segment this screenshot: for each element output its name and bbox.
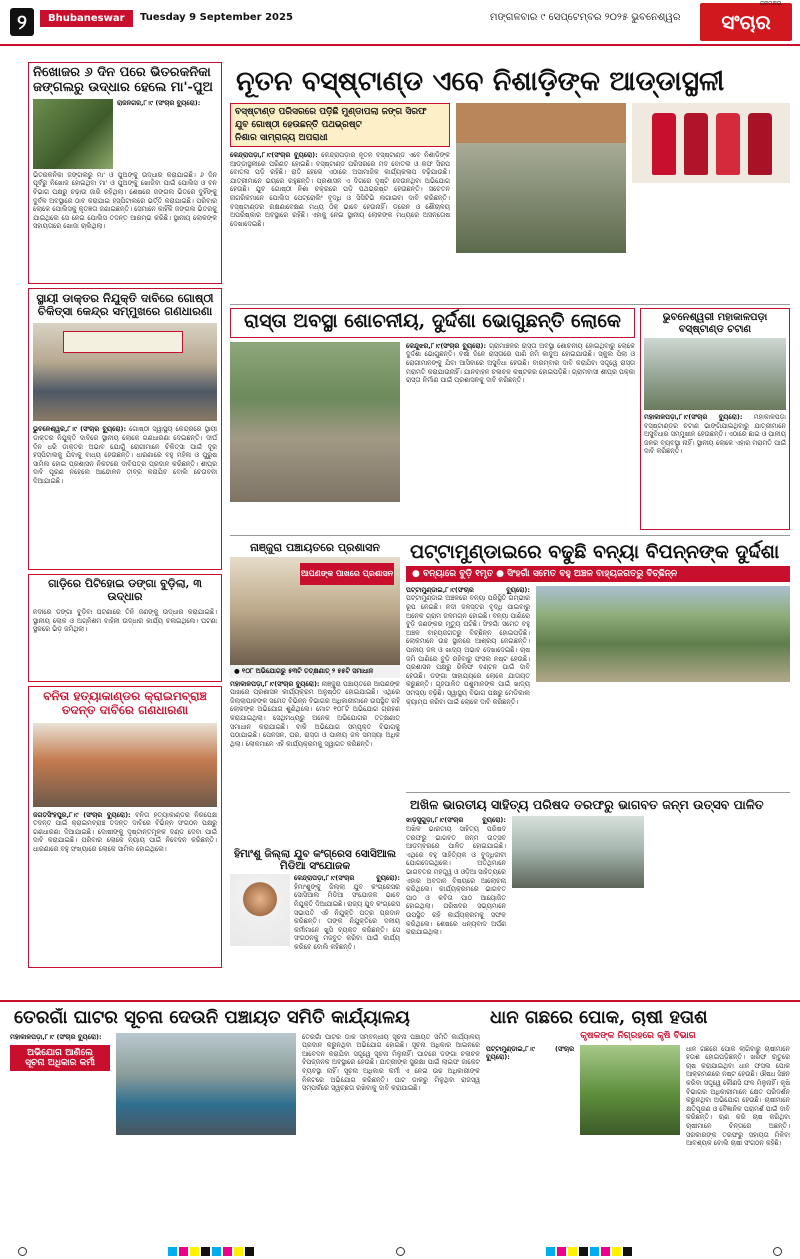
ferry-ghat-story	[10, 1008, 480, 1240]
dateline: ଭୁବନେଶ୍ୱର,୮।୯ (ସଂଚାର ବ୍ୟୁରୋ):	[33, 425, 127, 434]
dateline: ମହାକାଳପଡ଼ା,୮।୯ (ସଂଚାର ବ୍ୟୁରୋ):	[10, 1032, 102, 1041]
flood-story	[406, 540, 790, 790]
culture-body: ଅଖିଳ ଭାରତୀୟ ସାହିତ୍ୟ ପରିଷଦ ତରଫରୁ ଭାଗବତ ଜନ୍ମ ଉତ୍ସବ ଆଡ଼ମ୍ବରରେ ପାଳିତ ହୋଇଯାଇଛି। ଏଥିରେ ବହୁ ସାହିତ୍ୟିକ ଓ ବୁଦ୍ଧିଜୀବୀ ଯୋଗଦେଇଥିଲେ। ଅତିଥିମାନେ ଭାଗବତର ମହତ୍ତ୍ୱ ଓ ଓଡ଼ିଆ ସାହିତ୍ୟରେ ଏହାର ଅବଦାନ ବିଷୟରେ ଆଲୋଚନା କରିଥିଲେ। କାର୍ଯ୍ୟକ୍ରମରେ ଭାଗବତ ପାଠ ଓ କବିତା ପାଠ ଆୟୋଜିତ ହୋଇଥିଲା। ପରିଷଦର ସଭ୍ୟମାନେ ଉପସ୍ଥିତ ରହି କାର୍ଯ୍ୟକ୍ରମକୁ ସଫଳ କରିଥିଲେ। ଶେଷରେ ଧନ୍ୟବାଦ ଅର୍ପଣ କରାଯାଇଥିଲା।	[406, 824, 506, 937]
page-number: ୨	[10, 8, 34, 36]
murder-protest-photo	[33, 723, 217, 807]
logo-tagline: ଜନମନର	[760, 0, 782, 7]
culture-event-photo	[512, 816, 644, 888]
dateline: କେନ୍ଦ୍ରାପଡ଼ା,୮।୯(ସଂଚାର ବ୍ୟୁରୋ):	[230, 151, 318, 160]
rti-tag: ଅଭିଯୋଗ ଆଣିଲେ ସୂଚନା ଅଧିକାର କର୍ମୀ	[10, 1045, 110, 1071]
bus-stand-drain-photo	[456, 103, 626, 253]
highlight-1: ବସ୍‌ଷ୍ଟାଣ୍ଡ ପରିସରରେ ପଡ଼ିଛି ମୁଣ୍ଡାପଲା ଜଙ୍ଗ ସିରଫ	[235, 107, 427, 118]
youth-body: ହିମାଂଶୁଙ୍କୁ ଜିଲ୍ଲା ଯୁବ କଂଗ୍ରେସର ସୋସିଆଲ ମିଡିଆ ସଂଯୋଜକ ଭାବେ ନିଯୁକ୍ତି ଦିଆଯାଇଛି। ରାଜ୍ୟ ଯୁବ କଂଗ୍ରେସ ସଭାପତି ଏହି ନିଯୁକ୍ତି ପତ୍ର ପ୍ରଦାନ କରିଛନ୍ତି। ତାଙ୍କ ନିଯୁକ୍ତିରେ ଦଳୀୟ କର୍ମୀମାନେ ଖୁସି ବ୍ୟକ୍ତ କରିଛନ୍ତି। ସେ ସଂଗଠନକୁ ମଜବୁତ କରିବା ପାଇଁ କାର୍ଯ୍ୟ କରିବେ ବୋଲି କହିଛନ୍ତି।	[294, 882, 400, 951]
cmyk-bar	[546, 1247, 632, 1256]
flooded-road-photo	[230, 342, 400, 502]
flood-headline: ପଟ୍ଟାମୁଣ୍ଡାଇରେ ବଢୁଛି ବନ୍ୟା ବିପନ୍ନଙ୍କ ଦୁର୍ଦ୍ଦଶା	[410, 541, 780, 563]
road-body: ଗ୍ରାମାଞ୍ଚଳର ରାସ୍ତା ଅବସ୍ଥା ଶୋଚନୀୟ ହୋଇଥିବାରୁ ଲୋକେ ଦୁର୍ଦ୍ଦଶା ଭୋଗୁଛନ୍ତି। ବର୍ଷା ଦିନେ ରାସ୍ତାରେ ପାଣି ଜମି କାଦୁଅ ହୋଇଯାଉଛି। ସ୍କୁଲ ପିଲା ଓ ରୋଗୀମାନଙ୍କୁ ଯିବା ଆସିବାରେ ଅସୁବିଧା ହେଉଛି। ବାରମ୍ବାର ଦାବି କରାଯିବା ସତ୍ତ୍ୱେ ରାସ୍ତା ମରାମତି କରାଯାଉନାହିଁ। ଯାନବାହନ ଚଳାଚଳ କଷ୍ଟକର ହୋଇପଡ଼ିଛି। ଗ୍ରାମବାସୀ ଶୀଘ୍ର ପକ୍କା ରାସ୍ତା ନିର୍ମାଣ ପାଇଁ ପ୍ରଶାସନକୁ ଦାବି କରିଛନ୍ତି।	[406, 341, 635, 385]
registration-mark-icon	[396, 1247, 405, 1256]
story-headline: ଗାଡ଼ିରେ ପିଟିହୋଇ ଡଙ୍ଗା ବୁଡ଼ିଲା, ୩ ଉଦ୍ଧାର	[48, 577, 202, 603]
story-headline: ସ୍ଥାୟୀ ଡାକ୍ତର ନିଯୁକ୍ତି ଦାବିରେ ଗୋଷ୍ଠୀ ଚିକିତ୍ସା କେନ୍ଦ୍ର ସମ୍ମୁଖରେ ଗଣଧାରଣା	[36, 291, 214, 319]
masthead	[0, 0, 800, 46]
section-divider	[0, 1000, 800, 1002]
paddy-pest-story	[486, 1008, 790, 1240]
lead-headline: ନୂତନ ବସ୍‌ଷ୍ଟାଣ୍ଡ ଏବେ ନିଶାଡ଼ିଙ୍କ ଆଡ୍ଡାସ୍ଥଳୀ	[236, 66, 725, 97]
admin-story	[230, 540, 400, 840]
story-body: ନଦୀରେ ଡଙ୍ଗା ବୁଡ଼ିବା ଘଟଣାରେ ତିନି ଜଣଙ୍କୁ ଉଦ୍ଧାର କରାଯାଇଛି। ସ୍ଥାନୀୟ ଲୋକ ଓ ଅଗ୍ନିଶମ ବାହିନୀ ଉଦ୍ଧାର କାର୍ଯ୍ୟ ଚଳାଇଥିଲେ। ଘଟଣା ସ୍ଥଳରେ ଭିଡ଼ ଜମିଥିଲା।	[33, 608, 217, 634]
story-body: ଗୋଷ୍ଠୀ ସ୍ୱାସ୍ଥ୍ୟ କେନ୍ଦ୍ରରେ ସ୍ଥାୟୀ ଡାକ୍ତର ନିଯୁକ୍ତି ଦାବିରେ ସ୍ଥାନୀୟ ଲୋକେ ଗଣଧାରଣା ଦେଇଛନ୍ତି। ଦୀର୍ଘ ଦିନ ଧରି ଡାକ୍ତର ଅଭାବ ଯୋଗୁଁ ରୋଗୀମାନେ ଚିକିତ୍ସା ପାଇଁ ଦୂର ହସ୍ପିଟାଲକୁ ଯିବାକୁ ବାଧ୍ୟ ହେଉଛନ୍ତି। ଧାରଣାରେ ବହୁ ମହିଳା ଓ ପୁରୁଷ ସାମିଲ ହୋଇ ପ୍ରଶାସନ ନିକଟରେ ଦାବିପତ୍ର ପ୍ରଦାନ କରିଛନ୍ତି। ଶୀଘ୍ର ଦାବି ପୂରଣ ନହେଲେ ଆନ୍ଦୋଳନ ତୀବ୍ର କରାଯିବ ବୋଲି ଚେତାବନୀ ଦିଆଯାଇଛି।	[33, 425, 217, 485]
admin-camp-photo	[230, 557, 400, 665]
story-mother-son-rescue	[28, 62, 222, 284]
newspaper-logo: ସଂଚାର	[700, 3, 792, 41]
dateline: ମହାକାଳପଡ଼ା,୮।୯(ସଂଚାର ବ୍ୟୁରୋ):	[644, 413, 743, 421]
culture-headline: ଅଖିଳ ଭାରତୀୟ ସାହିତ୍ୟ ପରିଷଦ ତରଫରୁ ଭାଗବତ ଜନ୍ମ ଉତ୍ସବ ପାଳିତ	[410, 797, 764, 812]
dateline: ଝାଡ଼ସୁଗୁଡ଼ା,୮।୯(ସଂଚାର ବ୍ୟୁରୋ):	[406, 816, 506, 825]
paddy-headline: ଧାନ ଗଛରେ ପୋକ, ଚାଷୀ ହତାଶ	[490, 1008, 708, 1028]
dateline: ଜଗତସିଂହପୁର,୮।୯ (ସଂଚାର ବ୍ୟୁରୋ):	[33, 810, 131, 819]
road-headline: ରାସ୍ତା ଅବସ୍ଥା ଶୋଚନୀୟ, ଦୁର୍ଦ୍ଦଶା ଭୋଗୁଛନ୍ତି ଲୋକେ	[230, 308, 635, 338]
protest-photo	[33, 323, 217, 421]
dateline: ପଟ୍ଟାମୁଣ୍ଡାଇ,୮।୯ (ସଂଚାର ବ୍ୟୁରୋ):	[486, 1044, 574, 1062]
flood-body: ପଟ୍ଟାମୁଣ୍ଡାଇ ଅଞ୍ଚଳରେ ବନ୍ୟା ପରିସ୍ଥିତି ଗମ୍ଭୀର ରୂପ ନେଇଛି। ନଦୀ ଜଳସ୍ତର ବୃଦ୍ଧି ପାଇବାରୁ ଅନେକ ଗ୍ରାମ ଜଳମଗ୍ନ ହୋଇଛି। ବନ୍ୟା ପାଣିରେ ବୁଡ଼ି ଜଣଙ୍କର ମୃତ୍ୟୁ ଘଟିଛି। ସିଂହଗାଁ ସମେତ ବହୁ ଅଞ୍ଚଳ ବାହ୍ୟଜଗତରୁ ବିଚ୍ଛିନ୍ନ ହୋଇପଡ଼ିଛି। ଲୋକମାନେ ଉଚ୍ଚ ସ୍ଥାନରେ ଆଶ୍ରୟ ନେଇଛନ୍ତି। ପାନୀୟ ଜଳ ଓ ଖାଦ୍ୟ ଅଭାବ ଦେଖାଦେଇଛି। ଚାଷ ଜମି ପାଣିରେ ବୁଡ଼ି ରହିବାରୁ ଫସଲ ନଷ୍ଟ ହେଉଛି। ପ୍ରଶାସନ ପକ୍ଷରୁ ରିଲିଫ ବଣ୍ଟନ ପାଇଁ ଦାବି ହେଉଛି। ଡଙ୍ଗା ସାହାଯ୍ୟରେ ଲୋକେ ଯାତାୟତ କରୁଛନ୍ତି। ଗୃହପାଳିତ ପଶୁମାନଙ୍କ ପାଇଁ ଖାଦ୍ୟ ସମସ୍ୟା ବଢ଼ିଛି। ସ୍ୱାସ୍ଥ୍ୟ ବିଭାଗ ପକ୍ଷରୁ ମେଡିକାଲ କ୍ୟାମ୍ପ କରିବା ପାଇଁ ଲୋକେ ଦାବି କରିଛନ୍ତି।	[406, 594, 530, 706]
highlight-2: ଯୁବ ଗୋଷ୍ଠୀ ହେଉଛନ୍ତି ପଥଭ୍ରଷ୍ଟ	[235, 120, 362, 131]
dateline: କେନ୍ଦ୍ରାପଡ଼ା,୮।୯(ସଂଚାର ବ୍ୟୁରୋ):	[294, 874, 400, 883]
ferry-body: ତେରଗାଁ ଘାଟର ଡାକ ସମ୍ବନ୍ଧୀୟ ସୂଚନା ପଞ୍ଚାୟତ ସମିତି କାର୍ଯ୍ୟାଳୟ ପ୍ରଦାନ କରୁନଥିବା ଅଭିଯୋଗ ହୋଇଛି। ସୂଚନା ଅଧିକାର ଆଇନରେ ଆବେଦନ କରାଯିବା ସତ୍ତ୍ୱେ ସୂଚନା ମିଳୁନାହିଁ। ଘାଟରେ ଡଙ୍ଗା ଚଳାଚଳ ବିପଜ୍ଜନକ ଅବସ୍ଥାରେ ହେଉଛି। ଯାତ୍ରୀଙ୍କ ସୁରକ୍ଷା ପାଇଁ ଲାଇଫ ଜାକେଟ ବ୍ୟବସ୍ଥା ନାହିଁ। ସୂଚନା ଅଧିକାର କର୍ମୀ ଏ ନେଇ ଉଚ୍ଚ ଅଧିକାରୀଙ୍କ ନିକଟରେ ଅଭିଯୋଗ କରିଛନ୍ତି। ଘାଟ ଡାକରୁ ମିଳୁଥିବା ରାଜସ୍ୱ ସମ୍ପର୍କରେ ସ୍ୱଚ୍ଛତା ରଖିବାକୁ ଦାବି କରାଯାଇଛି।	[302, 1032, 480, 1093]
lead-highlights	[230, 103, 450, 147]
date-odia: ମଙ୍ଗଳବାର ୯ ସେପ୍ଟେମ୍ବର ୨୦୨୫ ଭୁବନେଶ୍ୱର	[490, 12, 681, 23]
dateline: କେନ୍ଦୁଝର,୮।୯(ସଂଚାର ବ୍ୟୁରୋ):	[406, 341, 487, 350]
dateline: ରାଜନଗର,୮।୯ (ସଂଚାର ବ୍ୟୁରୋ):	[117, 98, 201, 107]
divider	[230, 304, 790, 305]
story-doctor-demand	[28, 288, 222, 570]
rescue-photo	[33, 99, 113, 169]
registration-mark-icon	[18, 1247, 27, 1256]
side-headline: ଭୁବନେଶ୍ୱରୀ ମହାକାଳପଡ଼ା ବସ୍‌ଷ୍ଟାଣ୍ଡ ଚଟାଣ	[662, 312, 768, 335]
story-murder-probe	[28, 686, 222, 968]
road-story	[230, 308, 635, 530]
dateline: ପଟ୍ଟାମୁଣ୍ଡାଇ,୮।୯(ସଂଚାର ବ୍ୟୁରୋ):	[406, 585, 530, 594]
divider	[406, 792, 790, 793]
portrait-photo	[230, 874, 290, 946]
flood-photo	[536, 586, 790, 682]
dateline: ମହାକାଳପଡ଼ା,୮।୯(ସଂଚାର ବ୍ୟୁରୋ):	[230, 679, 320, 688]
paddy-body: ଧାନ ଗଛରେ ପୋକ ଲାଗିବାରୁ ଚାଷୀମାନେ ହତାଶ ହୋଇପଡ଼ିଛନ୍ତି। ଖରିଫ ଋତୁରେ ଚାଷ କରାଯାଇଥିବା ଧାନ ଫସଲ ପୋକ ଆକ୍ରମଣରେ ନଷ୍ଟ ହେଉଛି। ଔଷଧ ସିଞ୍ଚନ କରିବା ସତ୍ତ୍ୱେ କୌଣସି ଫଳ ମିଳୁନାହିଁ। କୃଷି ବିଭାଗର ଅଧିକାରୀମାନେ କ୍ଷେତ ପରିଦର୍ଶନ କରୁନଥିବା ଅଭିଯୋଗ ହେଉଛି। ଚାଷୀମାନେ କ୍ଷତିପୂରଣ ଓ ବୈଜ୍ଞାନିକ ପରାମର୍ଶ ପାଇଁ ଦାବି କରିଛନ୍ତି। ଋଣ କରି ଚାଷ କରିଥିବା ଚାଷୀମାନେ ଚିନ୍ତାରେ ଅଛନ୍ତି। ସରକାରଙ୍କ ତରଫରୁ ସହାୟତା ମିଳିବା ଆବଶ୍ୟକ ବୋଲି ଚାଷୀ ସଂଗଠନ କହିଛି।	[686, 1044, 790, 1148]
paddy-subhead: କୃଷକଙ୍କ ନିଗ୍ରହରେ କୃଷି ବିଭାଗ	[580, 1030, 696, 1041]
story-body: ବନିତା ହତ୍ୟାକାଣ୍ଡର ନିରପେକ୍ଷ ତଦନ୍ତ ପାଇଁ କ୍ରାଇମବ୍ରାଞ୍ଚ ତଦନ୍ତ ଦାବିରେ ବିଭିନ୍ନ ସଂଗଠନ ପକ୍ଷରୁ ଗଣଧାରଣା ଦିଆଯାଇଛି। ଦୋଷୀଙ୍କୁ ଦୃଷ୍ଟାନ୍ତମୂଳକ ଦଣ୍ଡ ଦେବା ପାଇଁ ଦାବି କରାଯାଇଛି। ପରିବାର ଲୋକେ ନ୍ୟାୟ ପାଇଁ ନିବେଦନ କରିଛନ୍ତି। ଧାରଣାରେ ବହୁ ସଂଖ୍ୟାରେ ଲୋକେ ସାମିଲ ହୋଇଥିଲେ।	[33, 810, 217, 853]
bus-stand-floor-photo	[644, 338, 786, 410]
cough-syrup-bottles-photo	[632, 103, 790, 183]
print-registration-strip	[0, 1244, 800, 1259]
culture-story	[406, 796, 790, 992]
boat-ghat-photo	[116, 1033, 296, 1135]
cmyk-bar	[168, 1247, 254, 1256]
paddy-field-photo	[580, 1045, 680, 1135]
ferry-headline: ତେରଗାଁ ଘାଟର ସୂଚନା ଦେଉନି ପଞ୍ଚାୟତ ସମିତି କାର୍ଯ୍ୟାଳୟ	[14, 1008, 410, 1028]
story-headline: ବନିତା ହତ୍ୟାକାଣ୍ଡର କ୍ରାଇମବ୍ରାଞ୍ଚ ତଦନ୍ତ ଦାବିରେ ଗଣଧାରଣା	[43, 689, 207, 717]
lead-body: କେନ୍ଦ୍ରାପଡ଼ାର ନୂତନ ବସ୍‌ଷ୍ଟାଣ୍ଡ ଏବେ ନିଶାଡ଼ିଙ୍କ ଆଡ୍ଡାସ୍ଥଳୀରେ ପରିଣତ ହୋଇଛି। ବସ୍‌ଷ୍ଟାଣ୍ଡ ପରିସରରେ ମଦ ବୋତଲ ଓ କଫ ସିରପ ବୋତଲ ପଡ଼ି ରହିଛି। ରାତି ହେଲେ ଏଠାରେ ଅସାମାଜିକ କାର୍ଯ୍ୟକଳାପ ବଢ଼ିଯାଉଛି। ଯାତ୍ରୀମାନେ ଭୟରେ ରହୁଛନ୍ତି। ପ୍ରଶାସନ ଏ ଦିଗରେ ଦୃଷ୍ଟି ଦେଉନଥିବା ଅଭିଯୋଗ ହେଉଛି। ଯୁବ ଗୋଷ୍ଠୀ ନିଶା ଚକ୍ରରେ ପଡ଼ି ପଥଭ୍ରଷ୍ଟ ହେଉଛନ୍ତି। ସଚେତନ ନାଗରିକମାନେ ପୋଲିସ ପେଟ୍ରୋଲିଂ ବୃଦ୍ଧି ଓ ସିସିଟିଭି ଲଗାଇବା ଦାବି କରିଛନ୍ତି। ବସ୍‌ଷ୍ଟାଣ୍ଡର ରକ୍ଷଣାବେକ୍ଷଣ ମଧ୍ୟ ଠିକ୍ ଭାବେ ହେଉନାହିଁ। ଡ୍ରେନ ଓ ଶୌଚାଳୟ ଅପରିଷ୍କାର ଅବସ୍ଥାରେ ରହିଛି। ଏହାକୁ ନେଇ ସ୍ଥାନୀୟ ଲୋକଙ୍କ ମଧ୍ୟରେ ଅସନ୍ତୋଷ ଦେଖାଦେଇଛି।	[230, 151, 450, 228]
story-boat-sink	[28, 574, 222, 682]
youth-headline: ହିମାଂଶୁ ଜିଲ୍ଲା ଯୁବ କଂଗ୍ରେସ ସୋସିଆଲ ମିଡିଆ ସଂଯୋଜକ	[233, 848, 397, 873]
story-body: ଭିତରକନିକା ଜଙ୍ଗଲରୁ ମା' ଓ ପୁଅଙ୍କୁ ଉଦ୍ଧାର କରାଯାଇଛି। ୬ ଦିନ ପୂର୍ବରୁ ନିଖୋଜ ହୋଇଥିବା ମା' ଓ ପୁଅଙ୍କୁ ଖୋଜିବା ପାଇଁ ପୋଲିସ ଓ ବନ ବିଭାଗ ପକ୍ଷରୁ ଚଢ଼ାଉ ଜାରି ରହିଥିଲା। ଶେଷରେ ଜଙ୍ଗଲ ଭିତରେ ଦୁହିଁଙ୍କୁ ଦୁର୍ବଳ ଅବସ୍ଥାରେ ଠାବ କରାଯାଇ ହସ୍ପିଟାଲରେ ଭର୍ତ୍ତି କରାଯାଇଛି। ପରିବାର ଲୋକେ ପୋଲିସକୁ କୃତଜ୍ଞତା ଜଣାଇଛନ୍ତି। ସେମାନେ କାହିଁକି ଜଙ୍ଗଲ ଭିତରକୁ ଯାଇଥିଲେ ସେ ନେଇ ପୋଲିସ ତଦନ୍ତ ଆରମ୍ଭ କରିଛି। ସ୍ଥାନୀୟ ଲୋକଙ୍କ ସହାୟତାରେ ଖୋଜା ଚାଲିଥିଲା।	[33, 170, 217, 231]
admin-banner: ଆପଣଙ୍କ ପାଖରେ ପ୍ରଶାସନ	[300, 563, 394, 585]
date-english: Tuesday 9 September 2025	[140, 12, 293, 23]
side-bus-stand-story	[640, 308, 790, 530]
admin-headline: ନାଞ୍ଜୁରା ପଞ୍ଚାୟତରେ ପ୍ରଶାସନ	[250, 541, 380, 554]
divider	[230, 535, 790, 536]
story-headline: ନିଖୋଜର ୬ ଦିନ ପରେ ଭିତରକନିକା ଜଙ୍ଗଲରୁ ଉଦ୍ଧାର ହେଲେ ମା'-ପୁଅ	[33, 65, 213, 95]
side-body: ମହାକାଳପଡ଼ା ବସ୍‌ଷ୍ଟାଣ୍ଡର ଚଟାଣ ଭାଙ୍ଗିଯାଇଥିବାରୁ ଯାତ୍ରୀମାନେ ଅସୁବିଧାର ସମ୍ମୁଖୀନ ହେଉଛନ୍ତି। ଏଠାରେ ଛାଇ ଓ ପାନୀୟ ଜଳର ବ୍ୟବସ୍ଥା ନାହିଁ। ସ୍ଥାନୀୟ ଲୋକେ ଏହାର ମରାମତି ପାଇଁ ଦାବି କରିଛନ୍ତି।	[644, 413, 787, 456]
flood-subhead: ● ବନ୍ୟାରେ ବୁଡ଼ି ୧ମୃତ ● ସିଂହଗାଁ ସମେତ ବହୁ ଅଞ୍ଚଳ ବାହ୍ୟଜଗତରୁ ବିଚ୍ଛିନ୍ନ	[406, 566, 790, 582]
admin-caption: ● ୧୦୮ ଅଭିଯୋଗରୁ ୫୩ଟି ତତ୍କ୍ଷଣାତ୍ ୨ ୫୫ଟି ସମାଧାନ	[230, 665, 400, 678]
registration-mark-icon	[773, 1247, 782, 1256]
city-tag: Bhubaneswar	[40, 10, 133, 27]
lead-story	[230, 62, 790, 302]
highlight-3: ନିଶାର ସାମ୍ରାଜ୍ୟ ଅପରାଧୀ	[235, 133, 328, 144]
admin-body: ନାଞ୍ଜୁରା ପଞ୍ଚାୟତରେ ଆପଣଙ୍କ ପାଖରେ ପ୍ରଶାସନ କାର୍ଯ୍ୟକ୍ରମ ଅନୁଷ୍ଠିତ ହୋଇଯାଇଛି। ଏଥିରେ ଜିଲ୍ଲାପାଳଙ୍କ ସମେତ ବିଭିନ୍ନ ବିଭାଗର ଅଧିକାରୀମାନେ ଉପସ୍ଥିତ ରହି ଲୋକଙ୍କ ଅଭିଯୋଗ ଶୁଣିଥିଲେ। ମୋଟ ୧୦୮ଟି ଅଭିଯୋଗ ଗ୍ରହଣ କରାଯାଇଥିଲା। ସେଥିମଧ୍ୟରୁ ଅନେକ ଅଭିଯୋଗର ତତ୍କ୍ଷଣାତ୍ ସମାଧାନ କରାଯାଇଛି। ବାକି ଅଭିଯୋଗ ସମ୍ପୃକ୍ତ ବିଭାଗକୁ ପଠାଯାଇଛି। ପେନସନ, ଘର, ରାସ୍ତା ଓ ପାନୀୟ ଜଳ ସମସ୍ୟା ଅଧିକ ଥିଲା। ଲୋକମାନେ ଏହି କାର୍ଯ୍ୟକ୍ରମକୁ ସ୍ୱାଗତ କରିଛନ୍ତି।	[230, 679, 400, 748]
youth-congress-story	[230, 846, 400, 994]
